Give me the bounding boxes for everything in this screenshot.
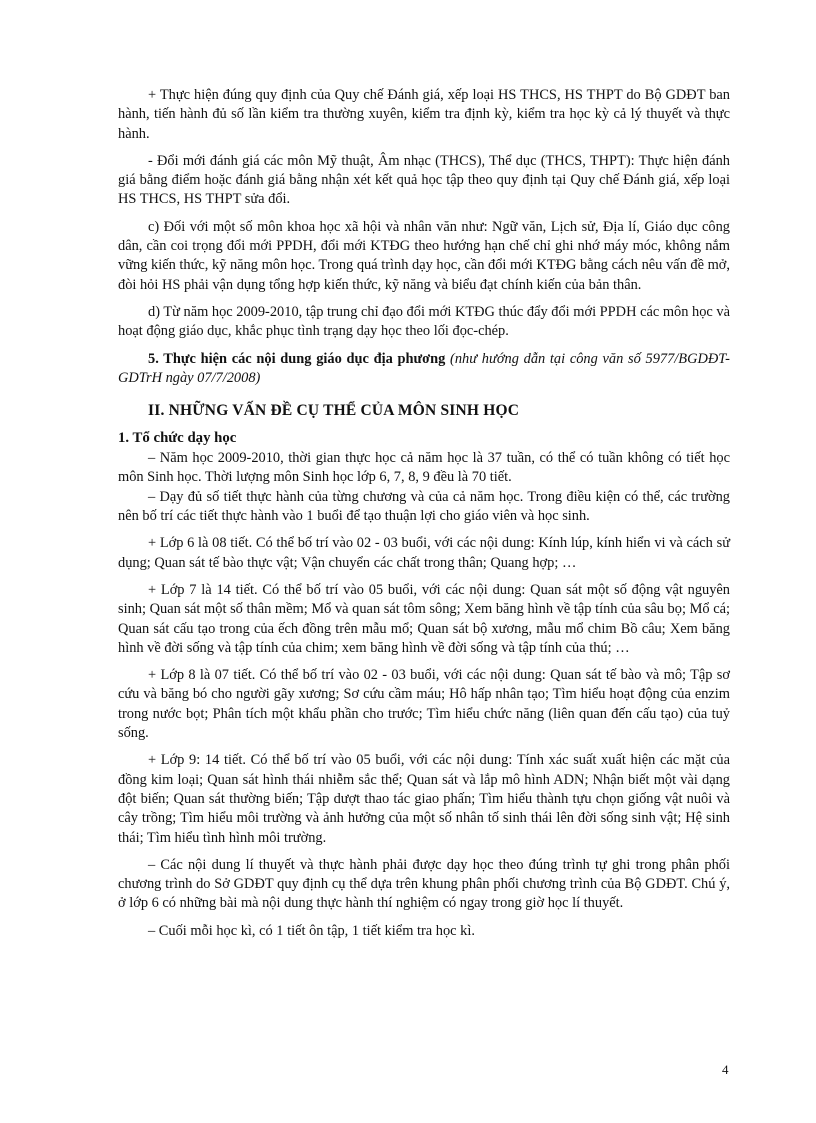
list-item-grade-7: + Lớp 7 là 14 tiết. Có thể bố trí vào 05 buổi, với các nội dung: Quan sát một số động vật nguyên sinh; Quan sát một số thân mềm; Mổ và quan sát tôm sông; Xem băng hình về tập tính của sâu bọ; Mổ cá; Quan sát cấu tạo trong của ếch đồng trên mẫu mổ; Quan sát bộ xương, mẫu mổ chim Bồ câu; Xem băng hình về đời sống và tập tính của chim; xem băng hình về đời sống và tập tính của thú; … <box>118 581 730 656</box>
list-item-grade-9: + Lớp 9: 14 tiết. Có thể bố trí vào 05 buổi, với các nội dung: Tính xác suất xuất hiện các mặt của đồng kim loại; Quan sát hình thái nhiễm sắc thể; Quan sát và lắp mô hình ADN; Nhận biết một vài dạng đột biến; Quan sát thường biến; Tập dượt thao tác giao phấn; Tìm hiểu thành tựu chọn giống vật nuôi và cây trồng; Tìm hiểu môi trường và ảnh hưởng của một số nhân tố sinh thái lên đời sống sinh vật; Hệ sinh thái; Tìm hiểu tình hình môi trường. <box>118 752 730 846</box>
list-item-school-year: – Năm học 2009-2010, thời gian thực học cả năm học là 37 tuần, có thể có tuần không có tiết học môn Sinh học. Thời lượng môn Sinh học lớp 6, 7, 8, 9 đều là 70 tiết. <box>118 450 730 486</box>
list-item-grade-8: + Lớp 8 là 07 tiết. Có thể bố trí vào 02 - 03 buổi, với các nội dung: Quan sát tế bào và mô; Tập sơ cứu và băng bó cho người gãy xương; Sơ cứu cầm máu; Hô hấp nhân tạo; Tìm hiểu hoạt động của enzim trong nước bọt; Phân tích một khẩu phần cho trước; Tìm hiểu chức năng (liên quan đến cấu tạo) của tuỷ sống. <box>118 667 730 742</box>
document-page <box>118 86 730 941</box>
list-item-semester-end: – Cuối mỗi học kì, có 1 tiết ôn tập, 1 tiết kiểm tra học kì. <box>148 922 475 939</box>
paragraph-social-sciences: c) Đối với một số môn khoa học xã hội và nhân văn như: Ngữ văn, Lịch sử, Địa lí, Giáo dục công dân, cần coi trọng đổi mới PPDH, đổi mới KTĐG theo hướng hạn chế chỉ ghi nhớ máy móc, không nắm vững kiến thức, kỹ năng môn học. Trong quá trình dạy học, cần đổi mới KTĐG bằng cách nêu vấn đề mở, đòi hỏi HS phải vận dụng tổng hợp kiến thức, kỹ năng và biểu đạt chính kiến của bản thân. <box>118 218 730 293</box>
subsection-title: 1. Tổ chức dạy học <box>118 430 237 447</box>
item-5-local-education <box>118 350 730 389</box>
list-item-grade-6: + Lớp 6 là 08 tiết. Có thể bố trí vào 02 - 03 buổi, với các nội dung: Kính lúp, kính hiển vi và cách sử dụng; Quan sát tế bào thực vật; Vận chuyển các chất trong thân; Quang hợp; … <box>118 535 730 571</box>
page-number: 4 <box>722 1062 729 1077</box>
paragraph-teaching-reform: d) Từ năm học 2009-2010, tập trung chỉ đạo đổi mới KTĐG thúc đẩy đổi mới PPDH các môn học và hoạt động giáo dục, khắc phục tình trạng dạy học theo lối đọc-chép. <box>118 303 730 340</box>
paragraph-assessment-rules: + Thực hiện đúng quy định của Quy chế Đánh giá, xếp loại HS THCS, HS THPT do Bộ GDĐT ban hành, tiến hành đủ số lần kiểm tra thường xuyên, kiểm tra định kỳ, kiểm tra học kỳ cả lý thuyết và thực hành. <box>118 87 730 142</box>
item-5-reference: (như hướng dẫn tại công văn số 5977/BGDĐT-GDTrH ngày 07/7/2008) <box>118 350 730 386</box>
list-item-curriculum-order: – Các nội dung lí thuyết và thực hành phải được dạy học theo đúng trình tự ghi trong phân phối chương trình do Sở GDĐT quy định cụ thể dựa trên khung phân phối chương trình của Bộ GDĐT. Chú ý, ở lớp 6 có những bài mà nội dung thực hành thí nghiệm có ngay trong giờ học lí thuyết. <box>118 856 730 912</box>
list-item-practice-hours: – Dạy đủ số tiết thực hành của từng chương và của cả năm học. Trong điều kiện có thể, các trường nên bố trí các tiết thực hành vào 1 buổi để tạo thuận lợi cho giáo viên và học sinh. <box>118 488 730 525</box>
section-title: II. NHỮNG VẤN ĐỀ CỤ THỂ CỦA MÔN SINH HỌC <box>148 402 520 420</box>
item-5-title: 5. Thực hiện các nội dung giáo dục địa phương <box>148 350 446 367</box>
paragraph-arts-assessment: - Đổi mới đánh giá các môn Mỹ thuật, Âm nhạc (THCS), Thể dục (THCS, THPT): Thực hiện đánh giá bằng điểm hoặc đánh giá bằng nhận xét kết quả học tập theo quy định tại Quy chế Đánh giá, xếp loại HS THCS, HS THPT sửa đổi. <box>118 152 730 208</box>
